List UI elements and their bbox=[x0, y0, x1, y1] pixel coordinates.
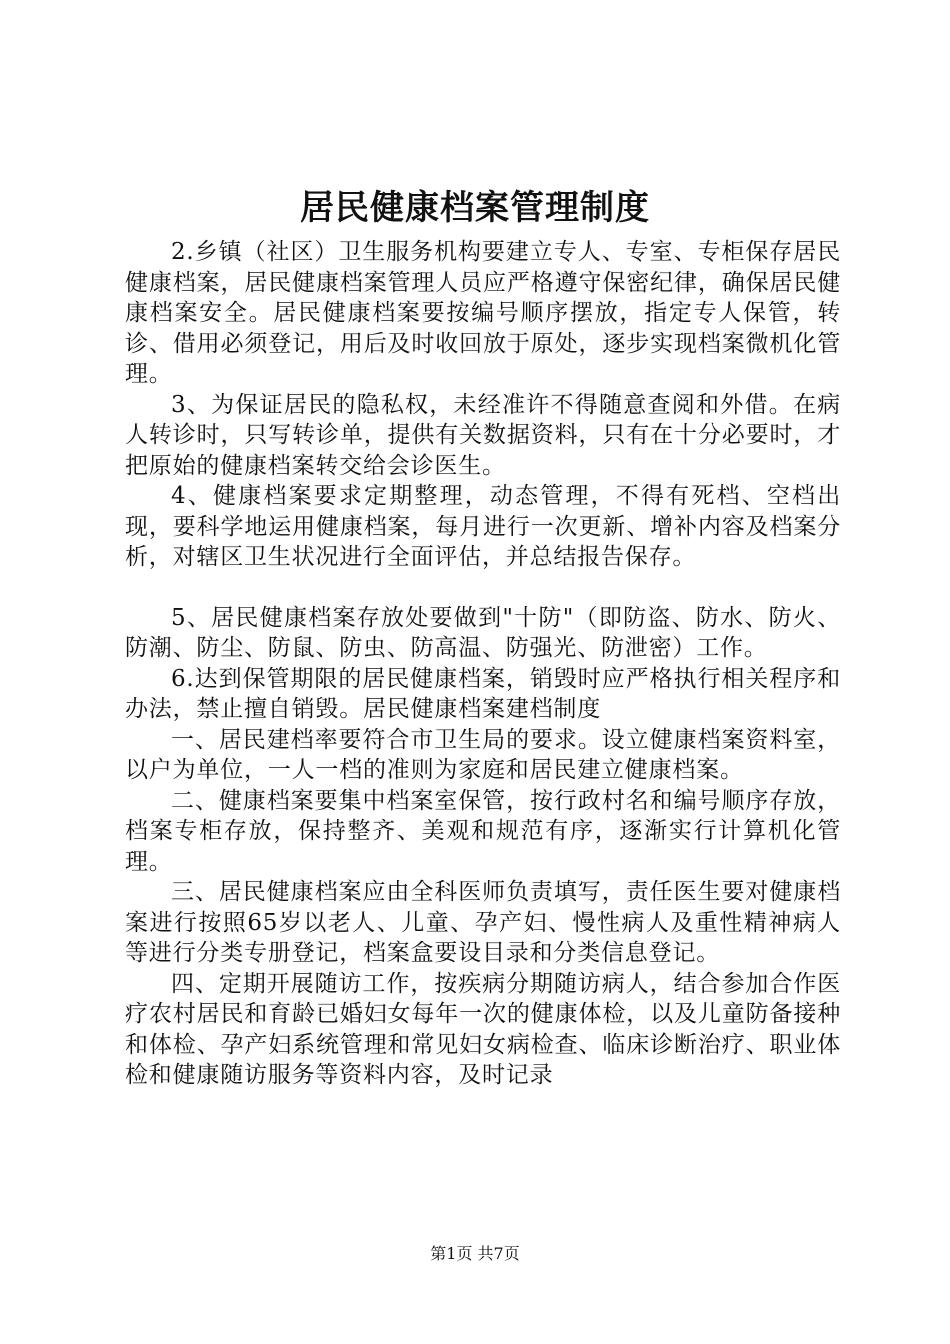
page-footer: 第1页 共7页 bbox=[430, 1244, 520, 1263]
paragraph-section-3: 三、居民健康档案应由全科医师负责填写，责任医生要对健康档案进行按照65岁以老人、儿童、孕产妇、慢性病人及重性精神病人等进行分类专册登记，档案盒要设目录和分类信息登记。 bbox=[125, 879, 841, 966]
paragraph-section-1: 一、居民建档率要符合市卫生局的要求。设立健康档案资料室，以户为单位，一人一档的准则为家庭和居民建立健康档案。 bbox=[125, 726, 841, 783]
paragraph-item-5: 5、居民健康档案存放处要做到"十防"（即防盗、防水、防火、防潮、防尘、防鼠、防虫、防高温、防强光、防泄密）工作。 bbox=[125, 604, 841, 661]
paragraph-item-4: 4、健康档案要求定期整理，动态管理，不得有死档、空档出现，要科学地运用健康档案，每月进行一次更新、增补内容及档案分析，对辖区卫生状况进行全面评估，并总结报告保存。 bbox=[125, 483, 841, 570]
paragraph-section-4: 四、定期开展随访工作，按疾病分期随访病人，结合参加合作医疗农村居民和育龄已婚妇女每年一次的健康体检，以及儿童防备接种和体检、孕产妇系统管理和常见妇女病检查、临床诊断治疗、职业体检和健康随访服务等资料内容，及时记录 bbox=[125, 970, 841, 1088]
paragraph-item-6: 6.达到保管期限的居民健康档案，销毁时应严格执行相关程序和办法，禁止擅自销毁。居民健康档案建档制度 bbox=[125, 665, 841, 722]
document-body bbox=[125, 237, 841, 1091]
document-title: 居民健康档案管理制度 bbox=[300, 188, 650, 228]
paragraph-section-2: 二、健康档案要集中档案室保管，按行政村名和编号顺序存放，档案专柜存放，保持整齐、美观和规范有序，逐渐实行计算机化管理。 bbox=[125, 787, 841, 875]
paragraph-item-2: 2.乡镇（社区）卫生服务机构要建立专人、专室、专柜保存居民健康档案，居民健康档案管理人员应严格遵守保密纪律，确保居民健康档案安全。居民健康档案要按编号顺序摆放，指定专人保管，转诊、借用必须登记，用后及时收回放于原处，逐步实现档案微机化管理。 bbox=[125, 239, 841, 387]
paragraph-item-3: 3、为保证居民的隐私权，未经准许不得随意查阅和外借。在病人转诊时，只写转诊单，提供有关数据资料，只有在十分必要时，才把原始的健康档案转交给会诊医生。 bbox=[125, 391, 841, 479]
